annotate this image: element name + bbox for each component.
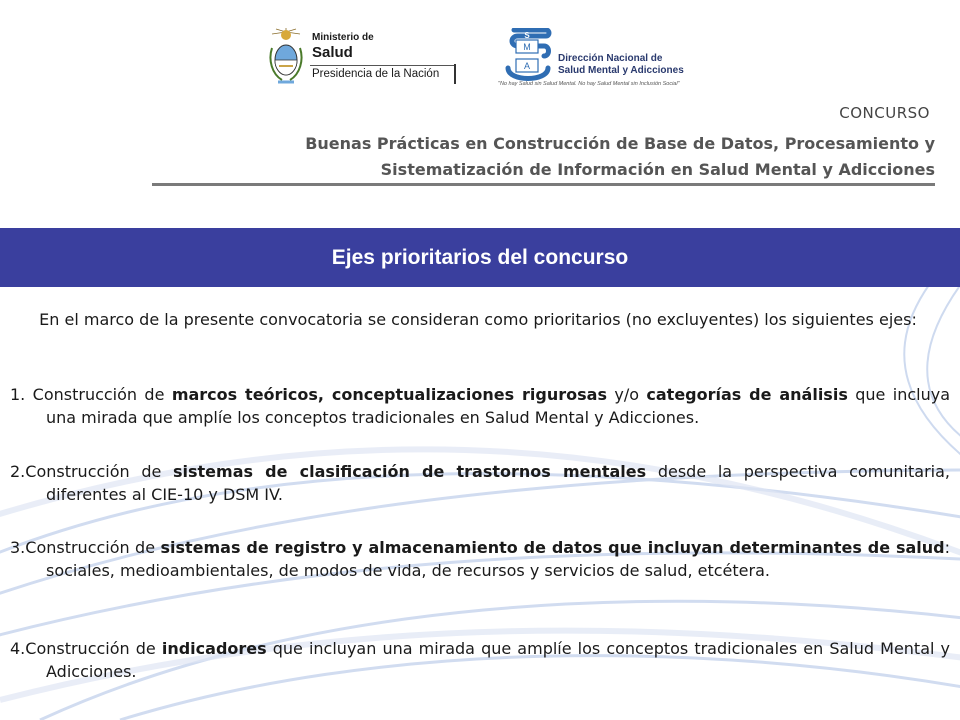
eje-3-bold: sistemas de registro y almacenamiento de datos que incluyan determinantes de salud — [160, 538, 945, 557]
smya-line2: Salud Mental y Adicciones — [558, 65, 684, 76]
concurso-title-line1: Buenas Prácticas en Construcción de Base de Datos, Procesamiento y — [305, 134, 935, 153]
smya-line1: Dirección Nacional de — [558, 53, 663, 64]
ministerio-line2: Salud — [312, 44, 353, 61]
eje-item-1 — [10, 383, 950, 429]
intro-paragraph: En el marco de la presente convocatoria se consideran como prioritarios (no excluyentes) los siguientes ejes: — [39, 310, 917, 329]
ministerio-line3: Presidencia de la Nación — [312, 68, 440, 80]
eje-1-text-3: que incluya una mirada que amplíe los conceptos tradicionales en Salud Mental y Adicciones. — [46, 385, 950, 427]
eje-1-text: 1. Construcción de — [10, 385, 172, 404]
ministerio-vertical-bar — [454, 64, 456, 84]
eje-3-text-2: : sociales, medioambientales, de modos de vida, de recursos y servicios de salud, etcétera. — [46, 538, 951, 580]
eje-4-text: 4.Construcción de — [10, 639, 162, 658]
eje-1-bold-1: marcos teóricos, conceptualizaciones rigurosas — [171, 385, 607, 404]
eje-4-bold: indicadores — [161, 639, 267, 658]
eje-2-bold: sistemas de clasificación de trastornos mentales — [173, 462, 647, 481]
eje-item-2 — [10, 460, 950, 506]
header-divider — [152, 183, 935, 186]
salud-mental-logo — [498, 26, 698, 92]
eje-item-4 — [10, 637, 950, 683]
ministerio-divider — [310, 65, 454, 66]
smya-letter-a: A — [523, 61, 531, 71]
eje-3-text: 3.Construcción de — [10, 538, 161, 557]
escudo-nacional-icon — [268, 28, 304, 86]
smya-letter-m: M — [523, 42, 531, 52]
ministerio-salud-logo — [268, 28, 458, 88]
eje-item-3 — [10, 536, 950, 582]
concurso-title-line2: Sistematización de Información en Salud Mental y Adicciones — [380, 160, 935, 179]
section-banner — [0, 228, 960, 287]
smya-tagline: "No hay Salud sin Salud Mental. No hay Salud Mental sin Inclusión Social" — [498, 81, 680, 87]
concurso-label: CONCURSO — [839, 104, 930, 122]
eje-2-text-2: desde la perspectiva comunitaria, diferentes al CIE-10 y DSM IV. — [46, 462, 950, 504]
eje-1-text-2: y/o — [606, 385, 647, 404]
smya-letter-s: S — [524, 31, 530, 40]
eje-2-text: 2.Construcción de — [10, 462, 173, 481]
ministerio-line1: Ministerio de — [312, 32, 374, 43]
eje-4-text-2: que incluyan una mirada que amplíe los conceptos tradicionales en Salud Mental y Adicciones. — [46, 639, 950, 681]
smya-mark-icon — [504, 28, 552, 84]
concurso-title — [175, 131, 935, 183]
banner-title: Ejes prioritarios del concurso — [331, 245, 629, 269]
eje-1-bold-2: categorías de análisis — [646, 385, 848, 404]
header — [0, 0, 960, 200]
